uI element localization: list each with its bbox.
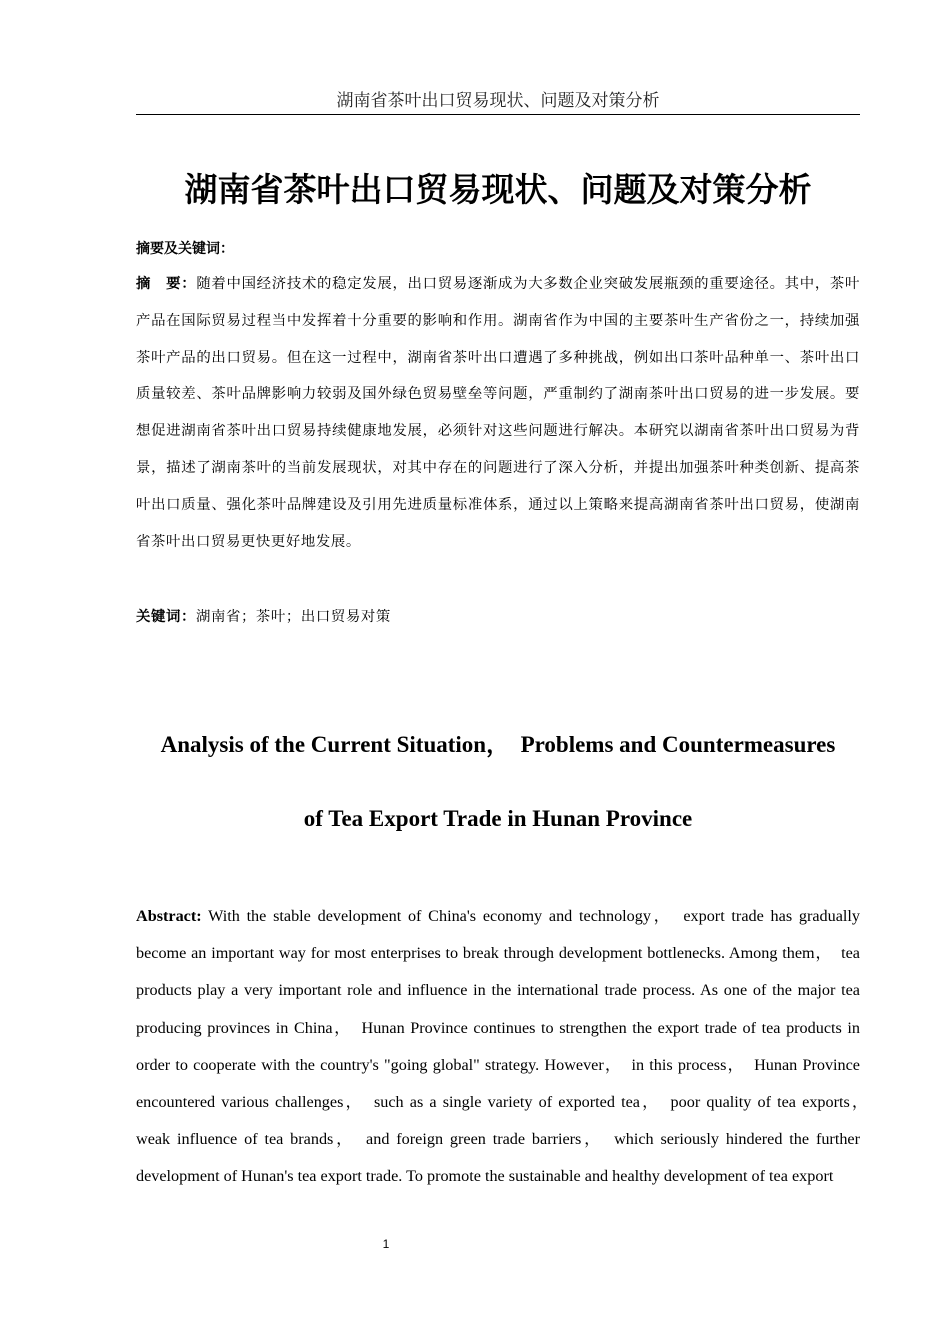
document-title-en	[136, 708, 860, 856]
abstract-zh	[136, 266, 860, 560]
keywords-zh-text: 湖南省；茶叶；出口贸易对策	[195, 609, 391, 625]
document-title-en-line1: Analysis of the Current Situation， Problems and Countermeasures	[160, 732, 836, 757]
abstract-section-heading: 摘要及关键词：	[136, 241, 234, 257]
document-title-zh: 湖南省茶叶出口贸易现状、问题及对策分析	[184, 170, 812, 209]
running-header	[136, 90, 860, 115]
abstract-zh-label: 摘 要：	[136, 275, 197, 292]
keywords-zh	[136, 605, 391, 629]
running-header-title: 湖南省茶叶出口贸易现状、问题及对策分析	[336, 91, 660, 111]
keywords-zh-label: 关键词：	[136, 608, 196, 625]
page-number: 1	[382, 1237, 390, 1251]
abstract-en-label: Abstract:	[136, 907, 202, 925]
document-title-en-line2: of Tea Export Trade in Hunan Province	[303, 806, 693, 831]
abstract-zh-text: 随着中国经济技术的稳定发展，出口贸易逐渐成为大多数企业突破发展瓶颈的重要途径。其中，茶叶产品在国际贸易过程当中发挥着十分重要的影响和作用。湖南省作为中国的主要茶叶生产省份之一，持续加强茶叶产品的出口贸易。但在这一过程中，湖南省茶叶出口遭遇了多种挑战，例如出口茶叶品种单一、茶叶出口质量较差、茶叶品牌影响力较弱及国外绿色贸易壁垒等问题，严重制约了湖南茶叶出口贸易的进一步发展。要想促进湖南省茶叶出口贸易持续健康地发展，必须针对这些问题进行解决。本研究以湖南省茶叶出口贸易为背景，描述了湖南茶叶的当前发展现状，对其中存在的问题进行了深入分析，并提出加强茶叶种类创新、提高茶叶出口质量、强化茶叶品牌建设及引用先进质量标准体系，通过以上策略来提高湖南省茶叶出口贸易，使湖南省茶叶出口贸易更快更好地发展。	[136, 276, 860, 550]
abstract-en	[136, 898, 877, 1196]
abstract-en-text: With the stable development of China's economy and technology， export trade has gradually become an important way for most enterprises to break through development bottlenecks. Among them， tea products play a very important role and influence in the international trade process. As one of the major tea producing provinces in China， Hunan Province continues to strengthen the export trade of tea products in order to cooperate with the country's "going global" strategy. However， in this process， Hunan Province encountered various challenges， such as a single variety of exported tea， poor quality of tea exports， weak influence of tea brands， and foreign green trade barriers， which seriously hindered the further development of Hunan's tea export trade. To promote the sustainable and healthy development of tea export	[136, 907, 877, 1186]
